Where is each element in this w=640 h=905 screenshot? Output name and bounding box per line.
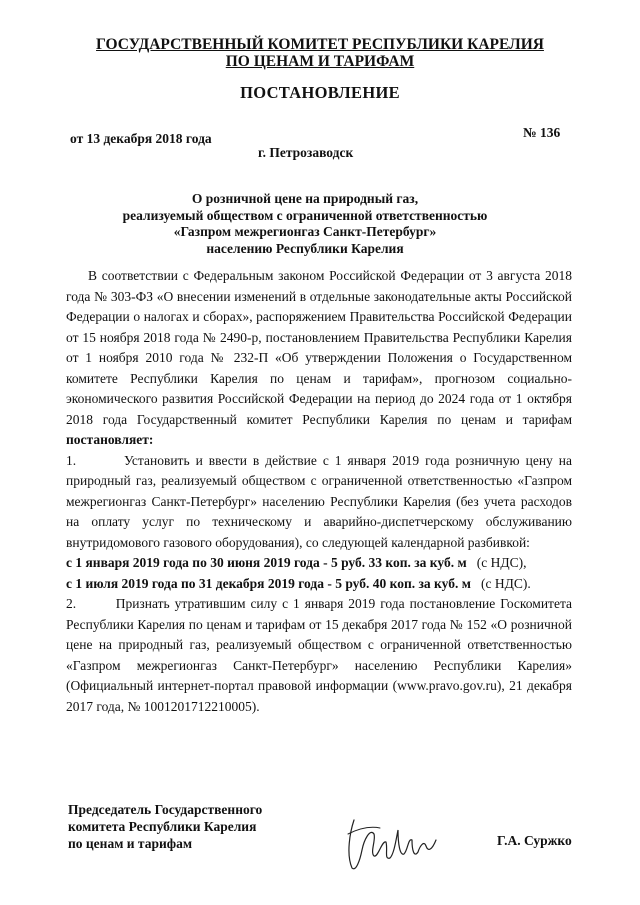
position-line-3: по ценам и тарифам xyxy=(68,836,193,851)
authority-line-1: ГОСУДАРСТВЕННЫЙ КОМИТЕТ РЕСПУБЛИКИ КАРЕЛИЯ xyxy=(96,36,544,53)
signatory-position xyxy=(68,801,262,852)
item-1-paragraph xyxy=(66,451,572,554)
preamble-text: В соответствии с Федеральным законом Российской Федерации от 3 августа 2018 года № 303-ФЗ «О внесении изменений в отдельные законодательные акты Российской Федерации о налогах и сборах», распоряжением Правительства Российской Федерации от 15 ноября 2018 года № 2490-р, постановлением Правительства Республики Карелия от 1 ноября 2010 года № 232-П «Об утверждении Положения о Государственном комитете Республики Карелия по ценам и тарифам», прогнозом социально-экономического развития Российской Федерации на период до 2024 года от 1 октября 2018 года Государственный комитет Республики Карелия по ценам и тарифам xyxy=(66,268,572,427)
document-body xyxy=(66,266,572,717)
handwritten-signature xyxy=(340,810,440,874)
price-line-2 xyxy=(66,574,572,595)
signatory-name: Г.А. Суржко xyxy=(497,833,572,848)
document-number: № 136 xyxy=(523,125,561,140)
subject-line-1: О розничной цене на природный газ, xyxy=(191,191,419,206)
preamble-paragraph xyxy=(66,266,572,451)
price-1-period: с 1 января 2019 года по 30 июня 2019 года - 5 руб. 33 коп. за куб. м xyxy=(66,555,467,570)
authority-line-2: ПО ЦЕНАМ И ТАРИФАМ xyxy=(225,53,415,70)
document-city: г. Петрозаводск xyxy=(258,145,354,160)
subject-line-2: реализуемый обществом с ограниченной ответственностью xyxy=(122,207,488,223)
item-2-number: 2. xyxy=(66,596,77,611)
subject-line-3: «Газпром межрегионгаз Санкт-Петербург» xyxy=(173,224,437,239)
item-2-paragraph xyxy=(66,594,572,717)
position-line-2: комитета Республики Карелия xyxy=(68,819,257,834)
document-type: ПОСТАНОВЛЕНИЕ xyxy=(240,83,400,102)
document-date: от 13 декабря 2018 года xyxy=(70,131,212,146)
issuing-authority xyxy=(0,36,640,70)
price-2-vat: (с НДС). xyxy=(481,575,531,591)
item-1-text: Установить и ввести в действие с 1 января 2019 года розничную цену на природный газ, реализуемый обществом с ограниченной ответственностью «Газпром межрегионгаз Санкт-Петербург» населению Республики Карелия (без учета расходов на оплату услуг по техническому и аварийно-диспетчерскому обслуживанию внутридомового газового оборудования), со следующей календарной разбивкой: xyxy=(66,452,572,550)
price-2-period: с 1 июля 2019 года по 31 декабря 2019 года - 5 руб. 40 коп. за куб. м xyxy=(66,575,471,591)
subject-line-4: населению Республики Карелия xyxy=(206,240,404,256)
price-line-1 xyxy=(66,553,572,574)
price-1-vat: (с НДС), xyxy=(476,555,527,570)
document-subject xyxy=(0,191,610,257)
position-line-1: Председатель Государственного xyxy=(68,802,263,817)
item-2-text: Признать утратившим силу с 1 января 2019 года постановление Госкомитета Республики Карелия по ценам и тарифам от 15 декабря 2017 года № 152 «О розничной цене на природный газ, реализуемый обществом с ограниченной ответственностью «Газпром межрегионгаз Санкт-Петербург» населению Республики Карелия» (Официальный интернет-портал правовой информации (www.pravo.gov.ru), 21 декабря 2017 года, № 1001201712210005). xyxy=(66,596,572,714)
resolves-keyword: постановляет: xyxy=(66,432,154,447)
item-1-number: 1. xyxy=(66,452,77,468)
